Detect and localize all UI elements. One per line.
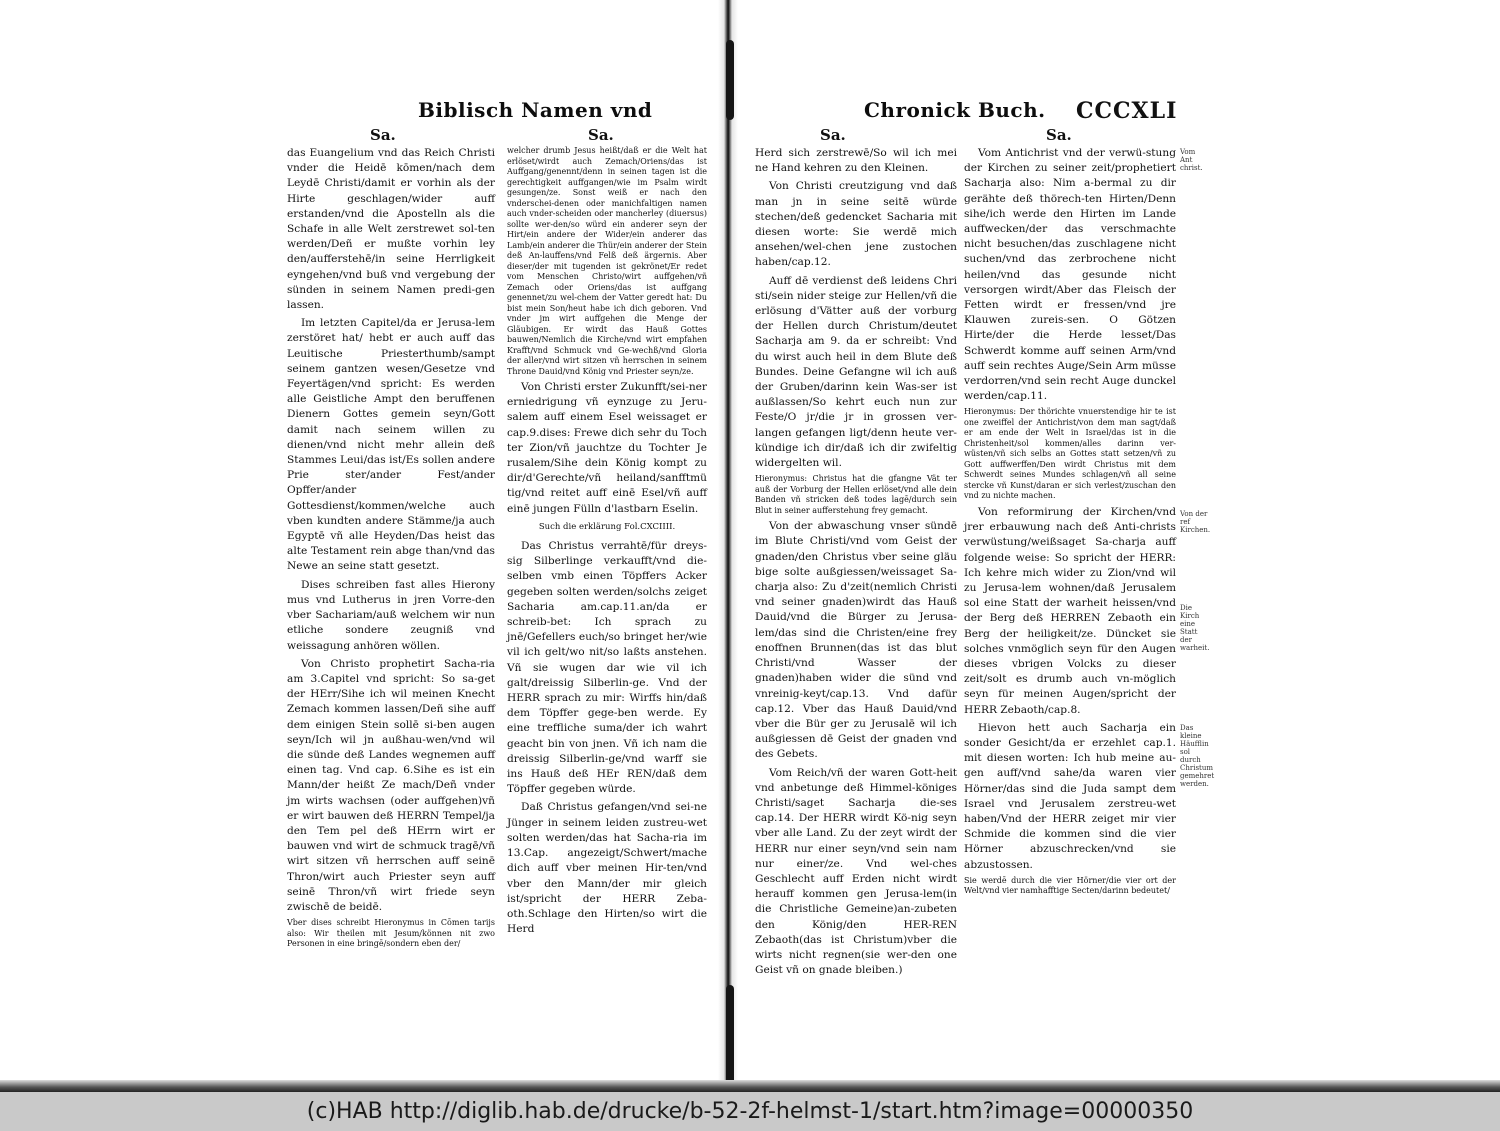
commentary-note: Sie werdē durch die vier Hörner/die vier ort der Welt/vnd vier namhafftige Secten/darinn bedeutet/ — [964, 875, 1176, 896]
paragraph: Daß Christus gefangen/vnd sei-ne Jünger in seinem leiden zustreu-wet solten werden/das hat Sacha-ria im 13.Cap. angezeigt/Schwert/mache dich auff vber meinen Hir-ten/vnd vber den Mann/der mir gleich ist/spricht der HERR Zeba-oth.Schlage den Hirten/so wirt die Herd — [507, 801, 707, 936]
margin-note: Vom Ant christ. — [1180, 148, 1203, 172]
paragraph: das Euangelium vnd das Reich Christi vnder die Heidē kōmen/nach dem Leydē Christi/damit er vorhin als der Hirte geschlagen/wider auff erstanden/vnd die Apostelln als die Schafe in alle Welt zerstrewet sol-ten werden/Deñ er mußte vorhin ley den/aufferstehē/in seine Herrligkeit eyngehen/vnd buß vnd vergebung der sünden in seinem Namen predi-gen lassen. — [287, 147, 495, 312]
paragraph: Von Christi creutzigung vnd daß man jn in seine seitē würde stechen/deß gedencket Sacharia mit diesen worte: Sie werdē mich ansehen/wel-chen jene zustochen haben/cap.12. — [755, 180, 957, 269]
column-head: Sa. — [820, 126, 846, 144]
paragraph: Auff dē verdienst deß leidens Chri sti/sein nider steige zur Hellen/vñ die erlösung d'Vätter auß der vorburg der Hellen durch Christum/deutet Sacharja am 9. da er schreibt: Vnd du wirst auch heil in dem Blute deß Bundes. Deine Gefangne wil ich auß der Gruben/darinn kein Was-ser ist außlassen/So kehrt euch nun zur Feste/O jr/die jr in grossen ver-langen gefangen ligt/denn heute ver-kündige ich dir/daß ich dir zwifeltig widergelten wil. — [755, 274, 957, 470]
commentary-note: Hieronymus: Der thörichte vnuerstendige hir te ist one zweiffel der Antichrist/von dem man sagt/daß er am ende der Welt in Israel/das ist in die Christenheit/sol kommen/alles darinn ver-wüsten/vñ sich selbs an Gottes statt setzen/vñ zu Gott auffwerffen/Den wirdt Christus mit dem Schwerdt seines Mundes schlagen/vñ all seine stercke vñ Kunst/daran er sich verlest/zuschan den vnd zu nichte machen. — [964, 407, 1176, 501]
column-head: Sa. — [1046, 126, 1072, 144]
paragraph: Hievon hett auch Sacharja ein sonder Gesicht/da er erzehlet cap.1. mit diesen worten: Ich hub meine au-gen auff/vnd sahe/da waren vier Hörner/das sind die Juda sampt dem Israel vnd Jerusalem zerstreu-wet haben/Vnd der HERR zeiget mir vier Schmide die kommen sind die vier Hörner abzuschrecken/vnd sie abzustossen. — [964, 721, 1176, 871]
commentary-note: welcher drumb Jesus heißt/daß er die Welt hat erlöset/wirdt auch Zemach/Oriens/das ist Auffgang/genennt/denn in seinen tagen ist die gerechtigkeit auffgangen/wie im Psalm wirdt gesungen/ze. Sonst weiß er nach den vnderschei-denen oder manichfaltigen namen auch vnder-scheiden oder mancherley (diuersus) sollte wer-den/so würd ein anderer seyn der Hirt/ein andere der Wider/ein anderer das Lamb/ein anderer die Thür/ein anderer der Stein deß An-lauffens/vnd Felß deß ärgernis. Aber dieser/der mit tugenden ist gekrönet/Er redet vom Menschen Christo/wirt auffgehen/vñ Zemach oder Oriens/das ist auffgang genennet/zu wel-chem der Vatter geredt hat: Du bist mein Son/heut habe ich dich geboren. Vnd vnder jm wirt auffgehen die Menge der Gläubigen. Er wirdt das Hauß Gottes bauwen/Nemlich die Kirche/vnd wirt empfahen Krafft/vnd Schmuck vnd Ge-wechß/vnd Gloria der aller/vnd wirt sitzen vñ herrschen in seinem Throne Dauid/vnd König vnd Priester seyn/ze. — [507, 146, 707, 376]
paragraph: Herd sich zerstrewē/So wil ich mei ne Hand kehren zu den Kleinen. — [755, 147, 957, 175]
margin-note: Von der ref Kirchen. — [1180, 510, 1211, 534]
commentary-note: Vber dises schreibt Hieronymus in Cōmen tarijs also: Wir theilen mit Jesum/können nit zwo Personen in eine bringē/sondern eben der/ — [287, 918, 495, 949]
running-head-right: Chronick Buch. — [864, 98, 1046, 122]
margin-note: Die Kirch eine Statt der warheit. — [1180, 604, 1210, 652]
paragraph: Im letzten Capitel/da er Jerusa-lem zerstöret hat/ hebt er auch auff das Leuitische Priesterthumb/sampt seinem gantzen wesen/Gesetze vnd Feyertägen/vnd spricht: Es werden alle Geistliche Ampt den beruffenen Dienern Gottes gemein seyn/Gott damit nach seinem willen zu dienen/vnd nicht mehr allein deß Stammes Leui/das ist/Es sollen andere Prie ster/ander Fest/ander Opffer/ander Gottesdienst/kommen/welche auch vben kundten andere Stämme/ja auch Egyptē vñ alle Heyden/Das heist das alte Testament rein abge than/vnd das Newe an seine statt gesetzt. — [287, 317, 495, 573]
paragraph: Von reformirung der Kirchen/vnd jrer erbauwung nach deß Anti-christs verwüstung/weißsaget Sa-charja auff folgende weise: So spricht der HERR: Ich kehre mich wider zu Zion/vnd wil zu Jerusa-lem wohnen/daß Jerusalem sol eine Statt der warheit heissen/vnd der Berg deß HERREN Zebaoth ein Berg der heiligkeit/ze. Düncket sie solches vnmöglich seyn für den Augen dieses vbrigen Volcks zu dieser zeit/solt es drumb auch vn-möglich seyn für meinen Augen/spricht der HERR Zebaoth/cap.8. — [964, 505, 1176, 716]
column-head: Sa. — [370, 126, 396, 144]
cross-reference: Such die erklärung Fol.CXCIIII. — [538, 521, 676, 532]
paragraph: Dises schreiben fast alles Hierony mus vnd Lutherus in jren Vorre-den vber Sachariam/auß welchem wir nun etliche sondere zeugniß vnd weissagung anhören wöllen. — [287, 578, 495, 652]
spine-clasp — [726, 40, 734, 120]
text-column-4 — [964, 146, 1176, 900]
book-gutter — [718, 0, 738, 1090]
column-head: Sa. — [588, 126, 614, 144]
paragraph: Vom Antichrist vnd der verwü-stung der Kirchen zu seiner zeit/prophetiert Sacharja also: Nim a-bermal zu dir gerähte deß thörech-ten Hirten/Denn sihe/ich werde den Hirten im Lande auffwecken/der das verschmachte nicht besuchen/das zuschlagene nicht suchen/vnd das zerbrochene nicht heilen/vnd das gesunde nicht versorgen wirdt/Aber das Fleisch der Fetten wirdt er fressen/vnd jre Klauwen zureis-sen. O Götzen Hirte/der die Herde lesset/Das Schwerdt komme auff seinen Arm/vnd auff sein rechtes Auge/Sein Arm müsse verdorren/vnd sein recht Auge dunckel werden/cap.11. — [964, 147, 1176, 403]
margin-note: Das kleine Häufflin sol durch Christum gemehret werden. — [1180, 724, 1215, 788]
text-column-2 — [507, 146, 707, 940]
folio-number: CCCXLI — [1076, 98, 1178, 124]
paragraph: Von der abwaschung vnser sündē im Blute Christi/vnd vom Geist der gnaden/den Christus vber seine gläu bige solte außgiessen/weissaget Sa-charja also: Zu d'zeit(nemlich Christi vnd seiner gnaden)wirdt das Hauß Dauid/vnd die Bürger zu Jerusa-lem/das sind die Christen/eine frey enoffnen Brunnen(das ist das blut Christi/vnd Wasser der gnaden)haben wider die sünd vnd vnreinig-keyt/cap.13. Vnd dafür cap.12. Vber das Hauß Dauid/vnd vber die Bür ger zu Jerusalē wil ich außgiessen dē Geist der gnaden vnd des Gebets. — [755, 520, 957, 761]
text-column-1 — [287, 146, 495, 953]
credit-bar — [0, 1092, 1500, 1131]
text-column-3 — [755, 146, 957, 981]
paragraph: Vom Reich/vñ der waren Gott-heit vnd anbetunge deß Himmel-königes Christi/saget Sacharja die-ses cap.14. Der HERR wirdt Kö-nig seyn vber alle Land. Zu der zeyt wirdt der HERR nur einer seyn/vnd sein nam nur einer/ze. Vnd wel-ches Geschlecht auff Erden nicht wirdt herauff kommen gen Jerusa-lem(in die Christliche Gemeine)an-zubeten den König/den HER-REN Zebaoth(das ist Christum)vber die wirts nicht regnen(sie wer-den one Geist vñ on gnade bleiben.) — [755, 766, 957, 977]
commentary-note: Hieronymus: Christus hat die gfangne Vät ter auß der Vorburg der Hellen erlöset/vnd alle dein Banden vñ stricken deß todes lagē/durch sein Blut in seiner aufferstehung frey gemacht. — [755, 474, 957, 515]
paragraph: Das Christus verrahtē/für dreys-sig Silberlinge verkaufft/vnd die-selben vmb einen Töpffers Acker gegeben solten werden/solchs zeiget Sacharia am.cap.11.an/da er schreib-bet: Ich sprach zu jnē/Gefellers euch/so bringet her/wie vil ich gelt/wo nit/so laßts anstehen. Vñ sie wugen dar wie vil ich galt/dreissig Silberlin-ge. Vnd der HERR sprach zu mir: Wirffs hin/daß dem Töpffer gege-ben werde. Ey eine treffliche suma/der ich wahrt geacht bin von jnen. Vñ ich nam die dreissig Silberlin-ge/vnd warff sie ins Hauß deß HEr REN/daß dem Töpffer gegeben würde. — [507, 540, 707, 796]
paragraph: Von Christo prophetirt Sacha-ria am 3.Capitel vnd spricht: So sa-get der HErr/Sihe ich wil meinen Knecht Zemach kommen lassen/Deñ sihe auff dem einigen Stein sollē si-ben augen seyn/Ich wil jn außhau-wen/vnd wil die sünde deß Landes wegnemen auff einen tag. Vnd cap. 6.Sihe es ist ein Mann/der heißt Ze mach/Deñ vnder jm wirts wachsen (oder auffgehen)vñ er wirt bauwen deß HERRN Tempel/ja den Tem pel deß HErrn wirt er bauwen vnd wirt de schmuck tragē/vñ wirt sitzen vñ herrschen auff seinē Thron/wirt auch Priester seyn auff seinē Thron/vñ wirt friede seyn zwischē de beidē. — [287, 657, 495, 913]
scan-edge — [0, 1080, 1500, 1092]
running-head-left: Biblisch Namen vnd — [418, 98, 653, 122]
credit-text: (c)HAB http://diglib.hab.de/drucke/b-52-2f-helmst-1/start.htm?image=00000350 — [306, 1099, 1194, 1124]
spine-clasp — [726, 985, 734, 1085]
paragraph: Von Christi erster Zukunfft/sei-ner erniedrigung vñ eynzuge zu Jeru-salem auff einem Esel weissaget er cap.9.dises: Frewe dich sehr du Toch ter Zion/vñ jauchtze du Tochter Je rusalem/Sihe dein König kompt zu dir/d'Gerechte/vñ heiland/sanfftmü tig/vnd reitet auff einē Esel/vñ auff einē jungen Fülln d'lastbarn Eselin. — [507, 381, 707, 515]
